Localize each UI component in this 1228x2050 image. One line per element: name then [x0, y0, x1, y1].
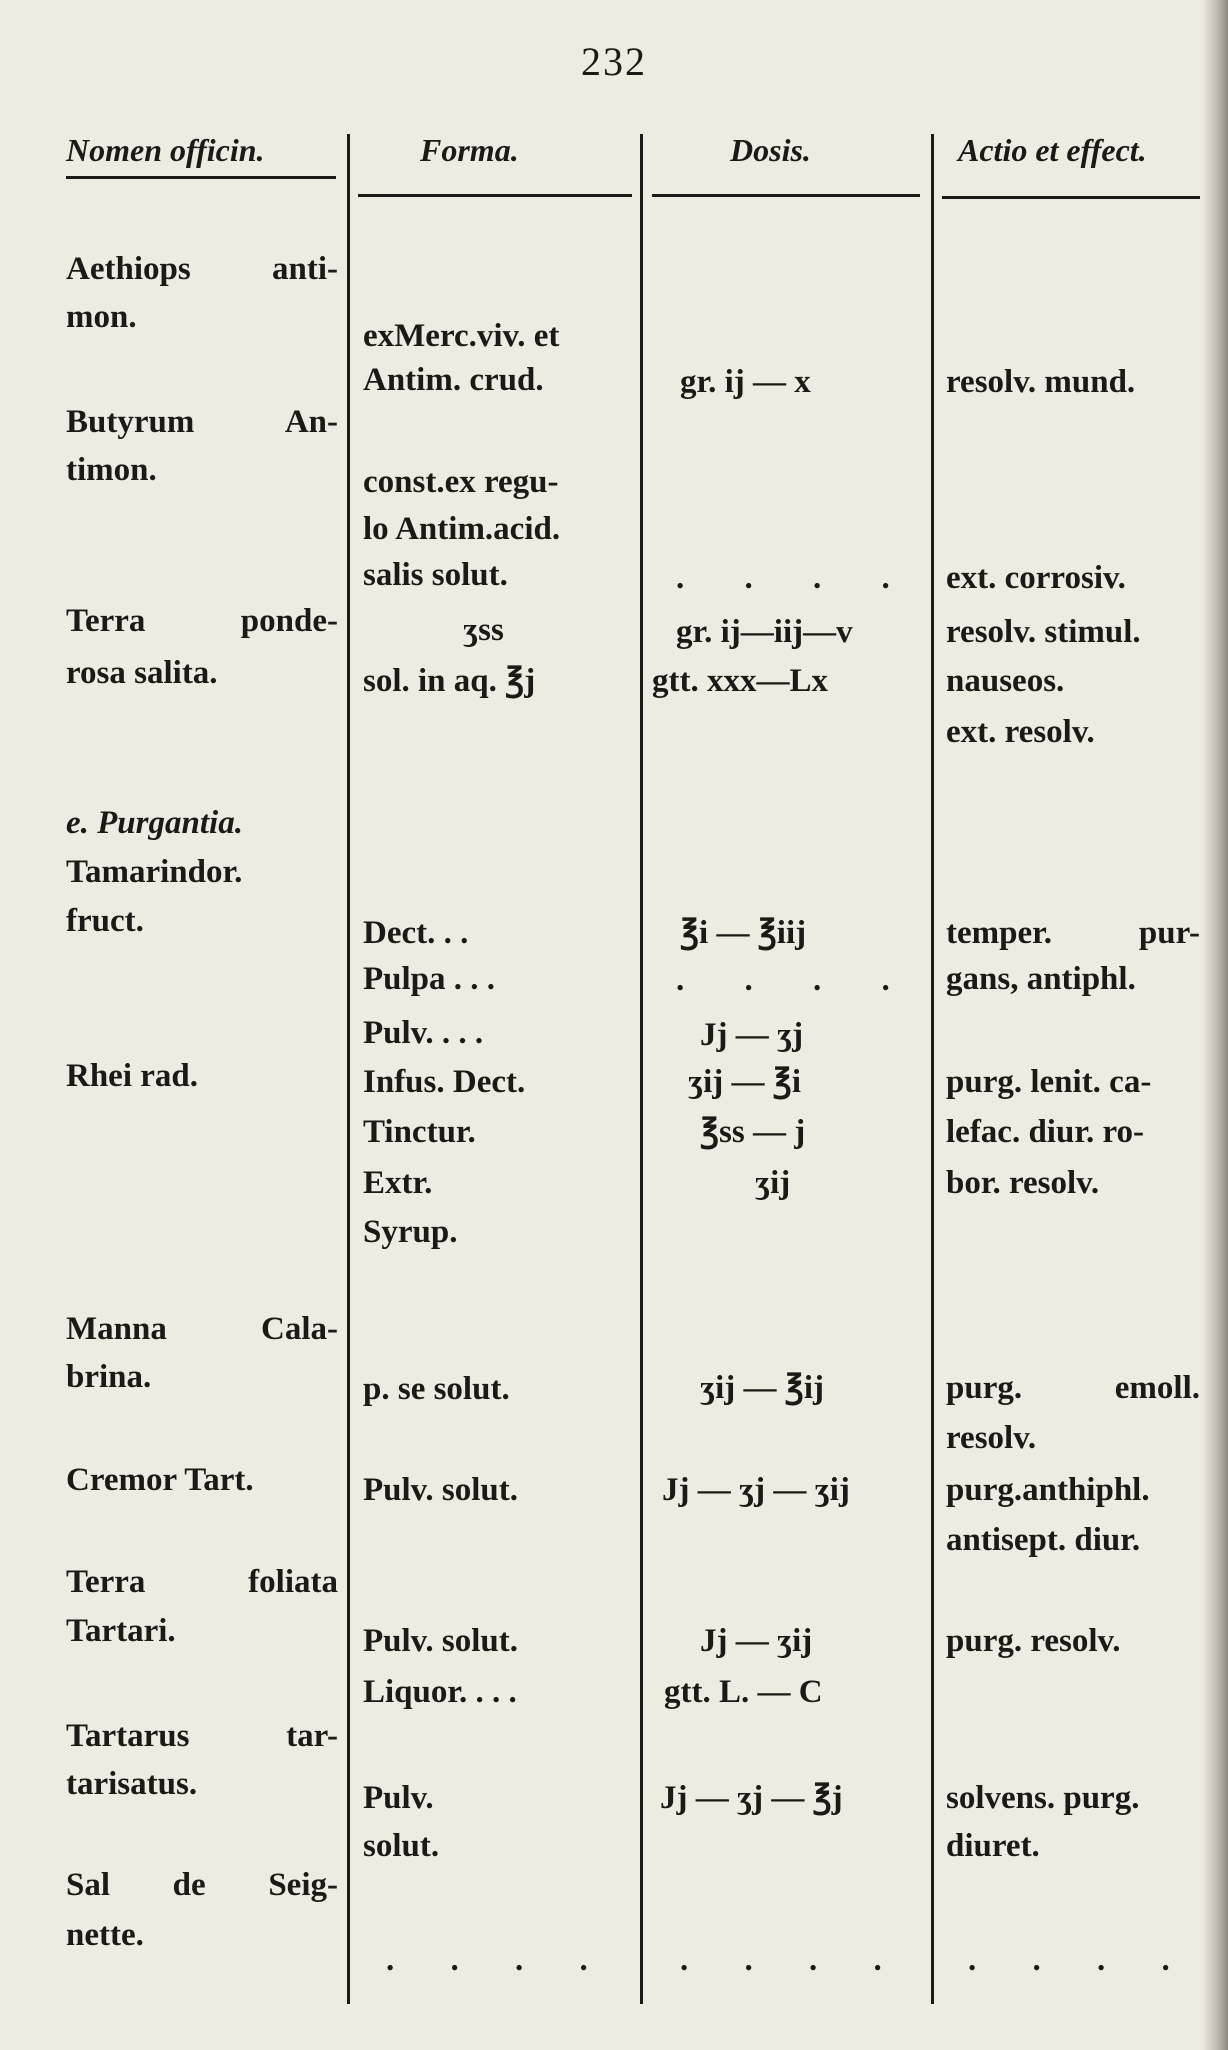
name-terra-foliata-line1: Terra foliata [66, 1564, 338, 1600]
dose-terra-foliata-liquor: gtt. L. — C [664, 1674, 823, 1710]
name-tamarindor-line1: Tamarindor. [66, 854, 243, 890]
name-terra-ponderosa-line2: rosa salita. [66, 655, 218, 691]
name-butyrum-line2: timon. [66, 452, 157, 488]
action-rhei-1: purg. lenit. ca- [946, 1064, 1152, 1100]
form-syrup: Syrup. [363, 1214, 458, 1250]
form-pulv-solut-terra: Pulv. solut. [363, 1623, 518, 1659]
dose-tamarind-dect: ℥i — ℥iij [680, 915, 807, 951]
dose-cremor: Jj — ʒj — ʒij [662, 1472, 850, 1508]
header-nomen-officin: Nomen officin. [66, 132, 265, 168]
column-rule-3 [931, 134, 934, 2004]
name-tamarindor-line2: fruct. [66, 903, 144, 939]
action-tamarind-2: gans, antiphl. [946, 961, 1136, 997]
form-exmerc: exMerc.viv. et [363, 318, 560, 354]
action-rhei-2: lefac. diur. ro- [946, 1114, 1144, 1150]
form-dots-seignette: . . . . [386, 1942, 612, 1978]
name-manna-line1: Manna Cala- [66, 1311, 338, 1347]
page-edge-shadow [1202, 0, 1228, 2050]
form-tinctur: Tinctur. [363, 1114, 476, 1150]
action-butyrum: ext. corrosiv. [946, 560, 1126, 596]
name-tartarus-line1: Tartarus tar- [66, 1718, 338, 1754]
form-solut-tartarus: solut. [363, 1828, 440, 1864]
form-p-se-solut: p. se solut. [363, 1371, 510, 1407]
dose-rhei-infus: ʒij — ℥i [688, 1064, 802, 1100]
dose-terra-ponderosa: gr. ij—iij—v [676, 614, 853, 650]
form-liquor: Liquor. . . . [363, 1674, 517, 1710]
name-terra-foliata-line2: Tartari. [66, 1613, 176, 1649]
action-tamarind-1: temper. pur- [946, 915, 1200, 951]
header-rule-form [358, 194, 632, 197]
name-cremor-tart: Cremor Tart. [66, 1462, 254, 1498]
dose-terra-foliata: Jj — ʒij [700, 1623, 813, 1659]
form-pulv: Pulv. . . . [363, 1015, 484, 1051]
name-aethiops-line2: mon. [66, 299, 137, 335]
action-terra-ponderosa-1: resolv. stimul. [946, 614, 1141, 650]
column-rule-2 [640, 134, 643, 2004]
form-pulv-solut-cremor: Pulv. solut. [363, 1472, 518, 1508]
header-rule-dose [652, 194, 920, 197]
form-antim-crud: Antim. crud. [363, 362, 544, 398]
header-forma: Forma. [420, 132, 519, 168]
dose-rhei-extr: ʒij [755, 1165, 791, 1201]
name-terra-ponderosa-line1: Terra ponde- [66, 603, 338, 639]
form-const-ex-regu: const.ex regu- [363, 464, 559, 500]
action-tartarus-2: diuret. [946, 1828, 1040, 1864]
name-tartarus-line2: tarisatus. [66, 1766, 198, 1802]
dose-aethiops: gr. ij — x [680, 364, 811, 400]
dose-rhei-pulv: Jj — ʒj [700, 1017, 804, 1053]
form-dect: Dect. . . [363, 915, 469, 951]
header-rule-action [942, 196, 1200, 199]
name-butyrum-line1: Butyrum An- [66, 404, 338, 440]
header-rule-name [66, 176, 336, 179]
page-number: 232 [581, 39, 647, 84]
form-pulpa: Pulpa . . . [363, 961, 496, 997]
name-rhei-rad: Rhei rad. [66, 1058, 198, 1094]
action-rhei-3: bor. resolv. [946, 1165, 1100, 1201]
form-infus-dect: Infus. Dect. [363, 1064, 526, 1100]
dose-terra-ponderosa-gtt: gtt. xxx—Lx [652, 663, 828, 699]
form-drachm-ss: ʒss [463, 612, 504, 648]
form-salis-solut: salis solut. [363, 557, 508, 593]
name-sal-de-seignette-line1: Sal de Seig- [66, 1867, 338, 1903]
dose-tamarind-pulpa: . . . . [676, 962, 916, 998]
section-purgantia: e. Purgantia. [66, 805, 243, 841]
dose-tartarus: Jj — ʒj — ℥j [660, 1780, 843, 1816]
action-tartarus-1: solvens. purg. [946, 1780, 1140, 1816]
column-rule-1 [347, 134, 350, 2004]
action-cremor-2: antisept. diur. [946, 1522, 1141, 1558]
action-terra-ponderosa-3: ext. resolv. [946, 714, 1095, 750]
form-lo-antim-acid: lo Antim.acid. [363, 511, 561, 547]
dose-manna: ʒij — ℥ij [700, 1370, 825, 1406]
name-sal-de-seignette-line2: nette. [66, 1917, 144, 1953]
dose-rhei-tinctur: ℥ss — j [700, 1114, 806, 1150]
action-terra-foliata: purg. resolv. [946, 1623, 1121, 1659]
form-sol-in-aq: sol. in aq. ℥j [363, 663, 536, 699]
action-manna-1: purg. emoll. [946, 1370, 1200, 1406]
dose-dots-seignette: . . . . [680, 1942, 906, 1978]
name-manna-line2: brina. [66, 1359, 152, 1395]
header-actio-et-effect: Actio et effect. [958, 132, 1147, 168]
action-terra-ponderosa-2: nauseos. [946, 663, 1065, 699]
action-cremor-1: purg.anthiphl. [946, 1472, 1150, 1508]
form-pulv-tartarus: Pulv. [363, 1780, 434, 1816]
header-dosis: Dosis. [730, 132, 811, 168]
action-manna-2: resolv. [946, 1420, 1037, 1456]
form-extr: Extr. [363, 1165, 433, 1201]
action-dots-seignette: . . . . [968, 1942, 1194, 1978]
action-aethiops: resolv. mund. [946, 364, 1136, 400]
dose-butyrum-dots: . . . . [676, 560, 916, 596]
name-aethiops-line1: Aethiops anti- [66, 251, 338, 287]
